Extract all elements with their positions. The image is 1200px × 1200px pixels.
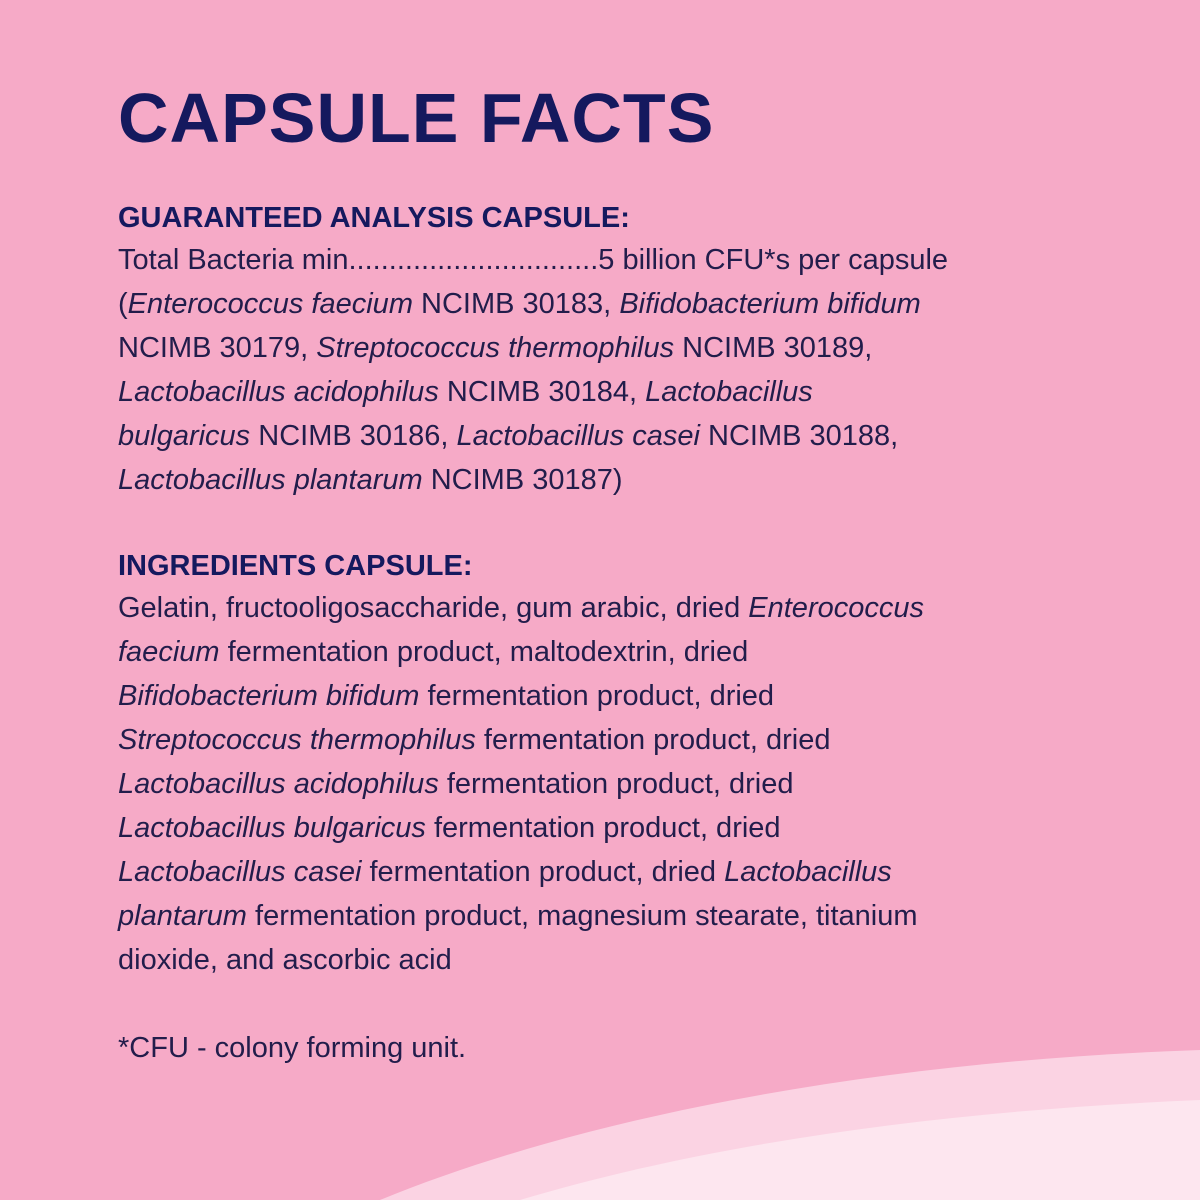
strain-line (118, 458, 1098, 502)
ingredient-line (118, 850, 1098, 894)
text-segment: fermentation product, maltodextrin, dried (219, 636, 749, 668)
ingredient-line (118, 894, 1098, 938)
species-name: Enterococcus faecium (127, 288, 413, 320)
species-name: bulgaricus (118, 420, 251, 452)
species-name: Lactobacillus (645, 376, 813, 408)
text-segment: NCIMB 30179, (118, 332, 317, 364)
species-name: Lactobacillus acidophilus (118, 376, 439, 408)
text-segment: Gelatin, fructooligosaccharide, gum arabic, dried (118, 592, 749, 624)
species-name: Bifidobacterium bifidum (118, 680, 420, 712)
species-name: plantarum (118, 900, 247, 932)
species-name: faecium (118, 636, 220, 668)
ingredients-heading: INGREDIENTS CAPSULE: (118, 550, 473, 582)
strain-line (118, 414, 1098, 458)
strain-list (118, 282, 1098, 502)
text-segment: fermentation product, dried (419, 680, 775, 712)
ingredient-line (118, 586, 1098, 630)
ingredient-line (118, 806, 1098, 850)
species-name: Lactobacillus (724, 856, 892, 888)
ingredient-line (118, 718, 1098, 762)
species-name: Bifidobacterium bifidum (619, 288, 921, 320)
page-title: CAPSULE FACTS (118, 79, 715, 157)
species-name: Lactobacillus acidophilus (118, 768, 439, 800)
cfu-footnote: *CFU - colony forming unit. (118, 1032, 467, 1064)
species-name: Lactobacillus casei (118, 856, 362, 888)
strain-line (118, 326, 1098, 370)
text-segment: NCIMB 30188, (699, 420, 899, 452)
species-name: Streptococcus thermophilus (118, 724, 476, 756)
text-segment: NCIMB 30184, (438, 376, 646, 408)
total-bacteria-label: Total Bacteria min (118, 244, 349, 276)
species-name: Streptococcus thermophilus (316, 332, 675, 364)
species-name: Lactobacillus casei (456, 420, 700, 452)
ingredients-list (118, 586, 1098, 982)
ingredient-line (118, 674, 1098, 718)
strain-line (118, 370, 1098, 414)
text-segment: fermentation product, dried (425, 812, 781, 844)
leader-dots: ............................... (348, 244, 599, 276)
ingredient-line (118, 938, 1098, 982)
guaranteed-analysis-heading: GUARANTEED ANALYSIS CAPSULE: (118, 202, 630, 234)
text-segment: ( (118, 288, 128, 320)
capsule-facts-panel (118, 78, 1098, 1070)
strain-line (118, 282, 1098, 326)
total-bacteria-line (118, 238, 1098, 282)
species-name: Lactobacillus bulgaricus (118, 812, 426, 844)
text-segment: NCIMB 30187) (422, 464, 623, 496)
text-segment: fermentation product, dried (475, 724, 831, 756)
ingredient-line (118, 630, 1098, 674)
text-segment: fermentation product, dried (438, 768, 794, 800)
species-name: Lactobacillus plantarum (118, 464, 423, 496)
ingredient-line (118, 762, 1098, 806)
text-segment: NCIMB 30189, (674, 332, 873, 364)
text-segment: NCIMB 30183, (412, 288, 620, 320)
text-segment: fermentation product, magnesium stearate, titanium (246, 900, 918, 932)
text-segment: fermentation product, dried (361, 856, 725, 888)
text-segment: dioxide, and ascorbic acid (118, 944, 452, 976)
total-bacteria-value: 5 billion CFU*s per capsule (598, 244, 949, 276)
text-segment: NCIMB 30186, (250, 420, 457, 452)
species-name: Enterococcus (748, 592, 924, 624)
